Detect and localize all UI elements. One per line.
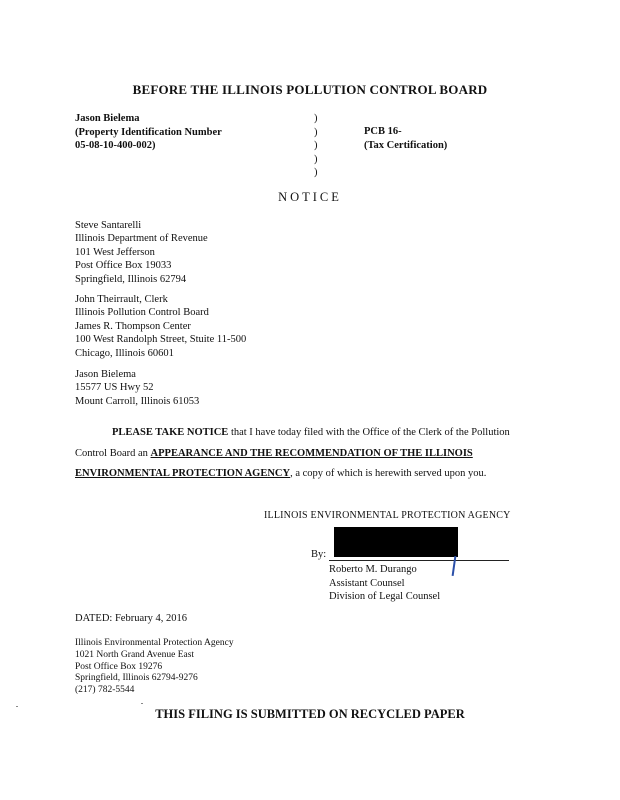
- party-name: Jason Bielema: [75, 113, 140, 124]
- dated-line: DATED: February 4, 2016: [75, 613, 187, 624]
- address-line: Illinois Environmental Protection Agency: [75, 638, 234, 648]
- address-line: Steve Santarelli: [75, 220, 142, 231]
- signer-division: Division of Legal Counsel: [329, 591, 441, 603]
- address-line: Illinois Department of Revenue: [75, 233, 208, 245]
- pin-number: 05-08-10-400-002): [75, 140, 156, 151]
- paren: ): [314, 140, 318, 151]
- address-line: Chicago, Illinois 60601: [75, 347, 174, 359]
- recipient-address: [75, 219, 208, 286]
- case-number-block: [364, 125, 447, 152]
- by-label: By:: [311, 549, 327, 560]
- address-line: Illinois Pollution Control Board: [75, 307, 209, 319]
- case-caption-party: [75, 112, 222, 153]
- agency-name: ILLINOIS ENVIRONMENTAL PROTECTION AGENCY: [264, 510, 511, 521]
- case-type: (Tax Certification): [364, 139, 448, 151]
- address-line: 1021 North Grand Avenue East: [75, 649, 195, 660]
- phone-number: (217) 782-5544: [75, 685, 135, 696]
- address-line: James R. Thompson Center: [75, 320, 191, 332]
- address-line: 101 West Jefferson: [75, 246, 155, 258]
- pin-label: (Property Identification Number: [75, 126, 222, 138]
- paren: ): [314, 153, 318, 165]
- signature-line: [329, 560, 509, 561]
- notice-paragraph: [75, 423, 535, 485]
- scan-speck: [141, 703, 143, 704]
- address-line: Springfield, Illinois 62794-9276: [75, 673, 198, 684]
- caption-parens: [314, 112, 318, 180]
- paren: ): [314, 126, 318, 138]
- recipient-address: [75, 368, 199, 408]
- address-line: Post Office Box 19276: [75, 661, 163, 672]
- paren: ): [314, 113, 318, 124]
- signer-title: Assistant Counsel: [329, 577, 405, 589]
- address-line: Mount Carroll, Illinois 61053: [75, 395, 200, 407]
- paren: ): [314, 167, 318, 178]
- address-line: Post Office Box 19033: [75, 260, 172, 272]
- notice-heading: NOTICE: [278, 190, 342, 204]
- address-line: Springfield, Illinois 62794: [75, 273, 187, 285]
- address-line: Jason Bielema: [75, 369, 136, 380]
- address-line: John Theirrault, Clerk: [75, 294, 168, 305]
- notice-lead: PLEASE TAKE NOTICE: [112, 427, 229, 438]
- notice-text: that I have today filed with the Office of the Clerk of the Pollution Control Board an: [75, 427, 510, 459]
- notice-text-end: , a copy of which is herewith served upon you.: [290, 468, 487, 479]
- recipient-address: [75, 293, 246, 360]
- signature-pen-mark: [452, 556, 457, 576]
- case-number: PCB 16-: [364, 126, 402, 137]
- filed-document-title: APPEARANCE AND THE RECOMMENDATION OF THE ILLINOIS ENVIRONMENTAL PROTECTION AGENCY: [75, 447, 473, 479]
- agency-address: [75, 638, 234, 697]
- address-line: 15577 US Hwy 52: [75, 382, 154, 394]
- redacted-signature: [334, 527, 458, 557]
- address-line: 100 West Randolph Street, Stuite 11-500: [75, 334, 247, 346]
- signer-name: Roberto M. Durango: [329, 564, 417, 575]
- board-title: BEFORE THE ILLINOIS POLLUTION CONTROL BOARD: [132, 82, 488, 97]
- signer-block: [329, 563, 440, 604]
- recycled-paper-notice: THIS FILING IS SUBMITTED ON RECYCLED PAPER: [155, 707, 465, 721]
